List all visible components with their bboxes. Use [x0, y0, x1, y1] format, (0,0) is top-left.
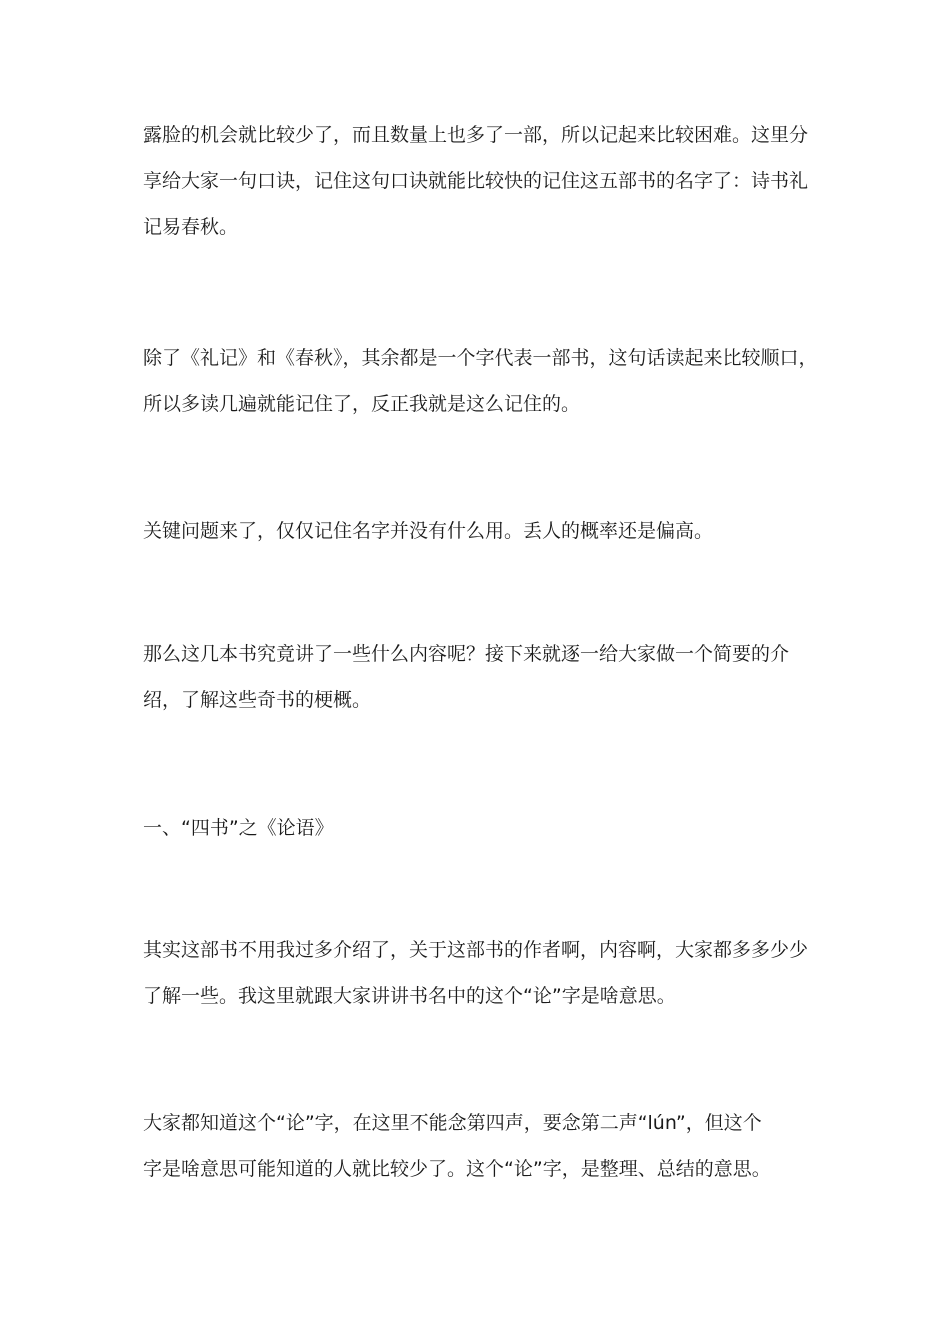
- text-line: 了解一些。我这里就跟大家讲讲书名中的这个“论”字是啥意思。: [143, 985, 676, 1007]
- paragraph-key-question: [143, 508, 811, 554]
- paragraph-lun-meaning: [143, 1100, 811, 1192]
- text-line: 享给大家一句口诀，记住这句口诀就能比较快的记住这五部书的名字了：诗书礼: [143, 170, 809, 192]
- text-line: 那么这几本书究竟讲了一些什么内容呢？接下来就逐一给大家做一个简要的介: [143, 643, 790, 665]
- text-line: 记易春秋。: [143, 216, 239, 238]
- text-line: 关键问题来了，仅仅记住名字并没有什么用。丢人的概率还是偏高。: [143, 520, 714, 542]
- text-line: 绍，了解这些奇书的梗概。: [143, 689, 372, 711]
- paragraph-mnemonic: [143, 112, 811, 250]
- text-line: 除了《礼记》和《春秋》，其余都是一个字代表一部书，这句话读起来比较顺口，: [143, 347, 818, 369]
- paragraph-mnemonic-explanation: [143, 335, 818, 427]
- heading-line: 一、“四书”之《论语》: [143, 817, 334, 839]
- paragraph-introduction: [143, 631, 811, 723]
- section-heading: [143, 805, 811, 851]
- paragraph-lunyu-intro: [143, 927, 811, 1019]
- text-line: 所以多读几遍就能记住了，反正我就是这么记住的。: [143, 393, 581, 415]
- text-line: 大家都知道这个“论”字，在这里不能念第四声，要念第二声“lún”，但这个: [143, 1112, 762, 1134]
- text-line: 其实这部书不用我过多介绍了，关于这部书的作者啊，内容啊，大家都多多少少: [143, 939, 809, 961]
- text-line: 露脸的机会就比较少了，而且数量上也多了一部，所以记起来比较困难。这里分: [143, 124, 809, 146]
- text-line: 字是啥意思可能知道的人就比较少了。这个“论”字，是整理、总结的意思。: [143, 1158, 771, 1180]
